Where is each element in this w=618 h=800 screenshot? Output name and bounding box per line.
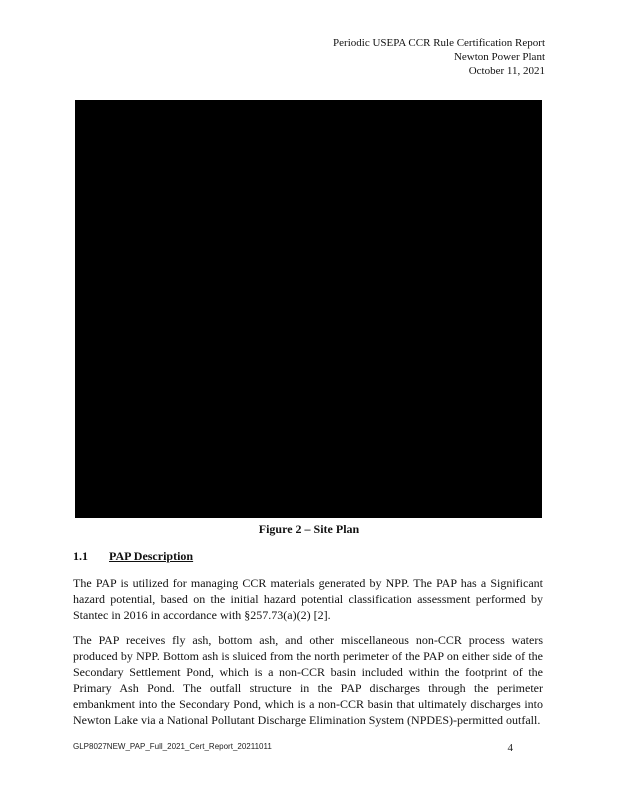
section-number: 1.1 — [73, 549, 88, 563]
footer-filename: GLP8027NEW_PAP_Full_2021_Cert_Report_20211011 — [73, 742, 272, 751]
plant-name: Newton Power Plant — [453, 51, 545, 63]
report-title: Periodic USEPA CCR Rule Certification Report — [333, 37, 545, 49]
site-plan-figure — [75, 100, 542, 518]
section-title: PAP Description — [109, 549, 194, 563]
section-heading — [73, 549, 193, 564]
figure-caption: Figure 2 – Site Plan — [258, 522, 360, 536]
page-header — [333, 36, 545, 78]
page-footer — [73, 742, 513, 754]
paragraph: The PAP receives fly ash, bottom ash, and other miscellaneous non-CCR process waters produced by NPP. Bottom ash is sluiced from the north perimeter of the PAP on either side of the Secondary Settlement Pond, which is a non-CCR basin included within the footprint of the Primary Ash Pond. The outfall structure in the PAP discharges through the perimeter embankment into the Secondary Pond, which is a non-CCR basin that ultimately discharges into Newton Lake via a National Pollutant Discharge Elimination System (NPDES)-permitted outfall. — [73, 633, 543, 727]
paragraph: The PAP is utilized for managing CCR materials generated by NPP. The PAP has a Significant hazard potential, based on the initial hazard potential classification assessment performed by Stantec in 2016 in accordance with §257.73(a)(2) [2]. — [73, 576, 543, 622]
page-number: 4 — [507, 742, 513, 754]
report-date: October 11, 2021 — [468, 65, 545, 77]
